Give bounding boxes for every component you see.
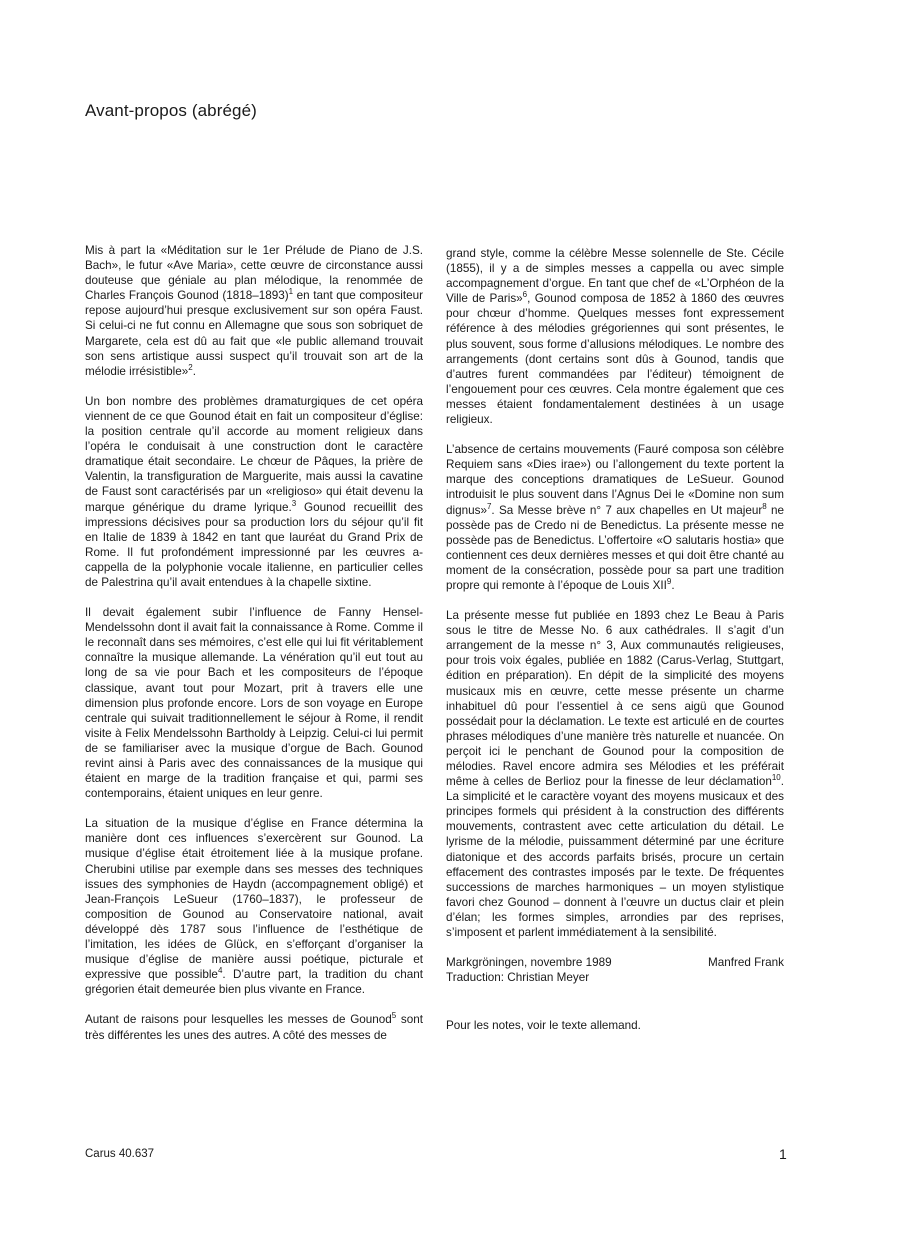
paragraph: Mis à part la «Méditation sur le 1er Prélude de Piano de J.S. Bach», le futur «Ave Maria», cette œuvre de circonstance aussi douteuse que géniale au plan mélodique, la renommée de Charles François Gounod (1818–1893)$^1$ en tant que compositeur repose aujourd’hui presque exclusivement sur son opéra Faust. Si celui-ci ne fut connu en Allemagne que sous son sobriquet de Margarete, cela est dû au fait que «le public allemand trouvait son sens artistique aussi suspect qu’il trouvait son art de la mélodie irrésistible»$^2$.: [85, 244, 423, 378]
footnote-ref: 8: [762, 501, 767, 511]
paragraph: La situation de la musique d’église en France détermina la manière dont ces influences s’exercèrent sur Gounod. La musique d’église était étroitement liée à la musique profane. Cherubini utilise par exemple dans ses messes des techniques issues des symphonies de Haydn (accompagnement obligé) et Jean-François LeSueur (1760–1837), le professeur de composition de Gounod au Conservatoire national, avait développé dès 1787 sous l’influence de l’esthétique de l’imitation, les idées de Glück, en s’efforçant d’organiser la musique d’église de manière aussi poétique, picturale et expressive que possible$^4$. D’autre part, la tradition du chant grégorien était demeurée bien plus vivante en France.: [85, 817, 424, 997]
signature-block: [446, 955, 784, 985]
place-date: Markgröningen, novembre 1989: [446, 956, 612, 970]
paragraph: La présente messe fut publiée en 1893 chez Le Beau à Paris sous le titre de Messe No. 6 aux cathédrales. Il s’agit d’un arrangement de la messe n° 3, Aux communautés religieuses, pour trois voix égales, publiée en 1882 (Carus-Verlag, Stuttgart, édition en préparation). En dépit de la simplicité des moyens musicaux mis en œuvre, cette messe présente un charme inhabituel dû pour l’essentiel à ce sens aigü que Gounod possédait pour la déclamation. Le texte est articulé en de courtes phrases mélodiques d’une manière très naturelle et nuancée. On perçoit ici le penchant de Gounod pour la composition de mélodies. Ravel encore admira ses Mélodies et les préférait même à celles de Berlioz pour la finesse de leur déclamation$^{10}$. La simplicité et le caractère voyant des moyens musicaux et des principes formels qui président à la construction des différents mouvements, contrastent avec cette articulation du détail. Le lyrisme de la mélodie, puissamment déterminé par une écriture diatonique et des accords parfaits brisés, procure un certain effacement des contrastes imposés par le texte. De fréquentes successions de marches harmoniques – un moyen stylistique favori chez Gounod – donnent à l’œuvre un ductus clair et plein d’élan; les formes simples, arrondies par des reprises, s’imposent et parlent immédiatement à la sensibilité.: [446, 609, 784, 940]
footnote-ref: 2: [188, 362, 193, 372]
paragraph: grand style, comme la célèbre Messe solennelle de Ste. Cécile (1855), il y a de simples messes a cappella ou avec simple accompagnement d’orgue. En tant que chef de «L’Orphéon de la Ville de Paris»$^6$, Gounod composa de 1852 à 1860 des œuvres pour chœur d’homme. Quelques messes font expressement référence à des mélodies grégoriennes qui sont présentes, le plus souvent, sous forme d’allusions mélodiques. Le nombre des arrangements (dont certains sont dûs à Gounod, tandis que d’autres furent commandées par l’éditeur) témoignent de l’engouement pour ces œuvres. Cela montre également que ces messes étaient fondamentalement destinées à un usage religieux.: [446, 247, 784, 427]
page-number: 1: [779, 1146, 787, 1162]
paragraph: Un bon nombre des problèmes dramaturgiques de cet opéra viennent de ce que Gounod était en fait un compositeur d’église: la position centrale qu’il accorde au moment religieux dans l’opéra le conduisait à une construction dont le caractère dramatique était secondaire. Le chœur de Pâques, la prière de Valentin, la transfiguration de Marguerite, mais aussi la cavatine de Faust sont caractérisés par un «religioso» qui était devenu la marque générique du drame lyrique.$^3$ Gounod recueillit des impressions décisives pour sa production lors du séjour qu’il fit en Italie de 1839 à 1842 en tant que lauréat du Grand Prix de Rome. Il fut profondément impressionné par les œuvres a-cappella de la polyphonie vocale italienne, en particulier celles de Palestrina qu’il avait entendues à la chapelle sixtine.: [85, 394, 423, 589]
footnote-ref: 10: [771, 773, 781, 783]
author-name: Manfred Frank: [708, 956, 784, 970]
footnote-ref: 5: [391, 1011, 397, 1021]
translator: Traduction: Christian Meyer: [446, 971, 590, 985]
footnote-ref: 1: [288, 287, 294, 297]
footnote-ref: 6: [522, 290, 528, 300]
footnote-ref: 4: [217, 966, 223, 976]
footnote-ref: 7: [486, 501, 492, 511]
notes-remark: Pour les notes, voir le texte allemand.: [446, 1019, 641, 1033]
left-column: [85, 243, 423, 1058]
footnote-ref: 9: [666, 577, 672, 587]
right-column: [446, 246, 784, 1033]
footnote-ref: 3: [291, 498, 297, 508]
paragraph: Autant de raisons pour lesquelles les messes de Gounod$^5$ sont très différentes les unes des autres. A côté des messes de: [85, 1011, 423, 1042]
catalog-number: Carus 40.637: [85, 1148, 155, 1160]
page-title: Avant-propos (abrégé): [85, 101, 257, 120]
paragraph: Il devait également subir l’influence de Fanny Hensel-Mendelssohn dont il avait fait la connaissance à Rome. Comme il le reconnaît dans ses mémoires, c’est elle qui lui fit véritablement connaître la musique allemande. La vénération qu’il eut tout au long de sa vie pour Bach et les compositeurs de l’époque classique, avant tout pour Mozart, prit à travers elle une dimension plus profonde encore. Lors de son voyage en Europe centrale qui suivait traditionnellement le séjour à Rome, il rendit visite à Felix Mendelssohn Bartholdy à Leipzig. Celui-ci lui permit de se familiariser avec la musique d’orgue de Bach. Gounod revint ainsi à Paris avec des connaissances de la musique qui étaient en marge de la tradition française et qui, parmi ses contemporains, étaient uniques en leur genre.: [85, 606, 423, 801]
paragraph: L’absence de certains mouvements (Fauré composa son célèbre Requiem sans «Dies irae») ou l’allongement du texte portent la marque des conceptions dramatiques de LeSueur. Gounod introduisit le plus souvent dans l’Agnus Dei le «Domine non sum dignus»$^7$. Sa Messe brève n° 7 aux chapelles en Ut majeur$^8$ ne possède pas de Credo ni de Benedictus. La présente messe ne possède pas de Benedictus. L’offertoire «O salutaris hostia» que contiennent ces deux dernières messes et qui doit être chanté au moment de la consécration, possède pour sa part une tradition propre qui remonte à l’époque de Louis XII$^9$.: [446, 443, 785, 592]
